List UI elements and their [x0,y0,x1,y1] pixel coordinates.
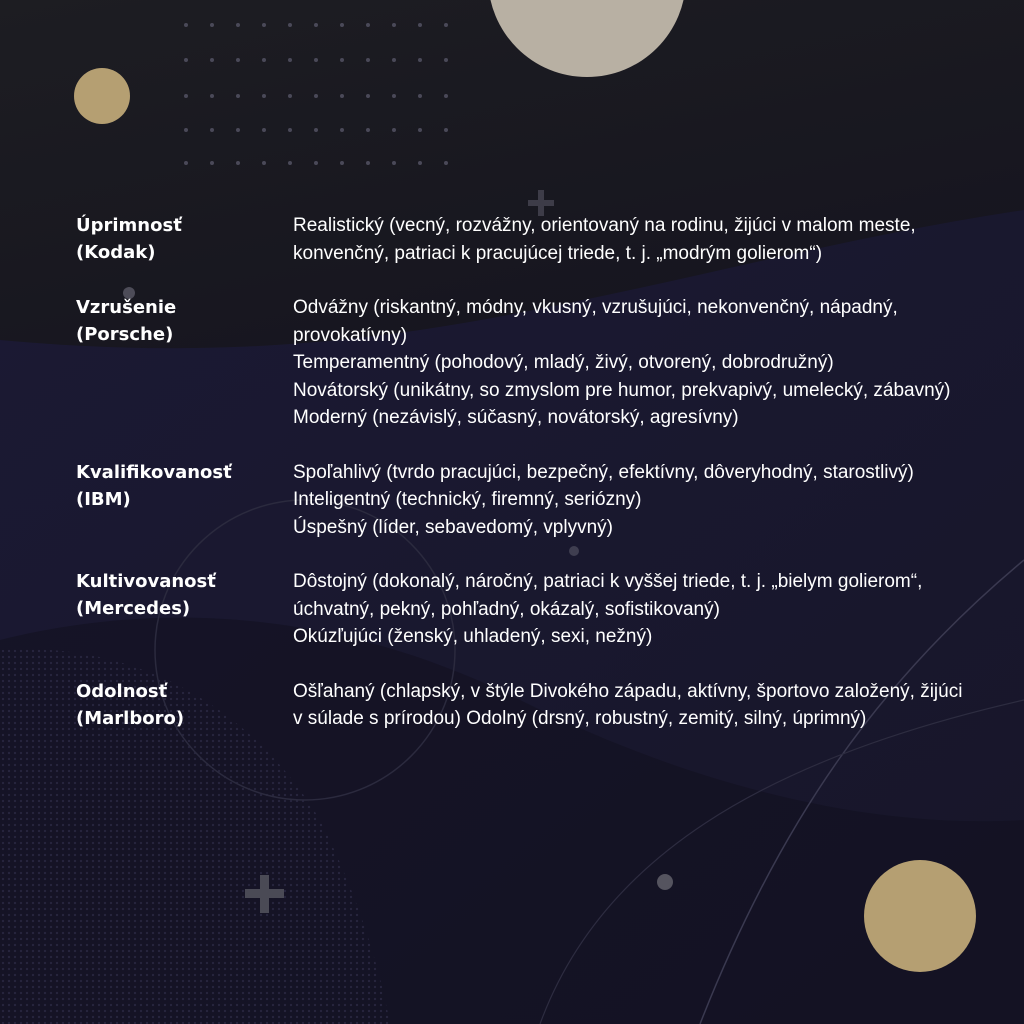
grey-dot [657,874,673,890]
dimension-label [76,459,293,513]
dimension-description [293,459,976,542]
trait-line: Ošľahaný (chlapský, v štýle Divokého západu, aktívny, športovo založený, žijúci v súlade s prírodou) Odolný (drsný, robustný, zemitý, silný, úprimný) [293,680,963,729]
dimension-description [293,678,976,733]
trait-line: Inteligentný (technický, firemný, seriózny) [293,489,642,510]
trait-line: Spoľahlivý (tvrdo pracujúci, bezpečný, efektívny, dôveryhodný, starostlivý) [293,461,914,483]
dimension-brand: (Marlboro) [76,707,185,729]
brand-personality-list [76,212,976,733]
trait-line: Moderný (nezávislý, súčasný, novátorský, agresívny) [293,407,739,428]
dimension-brand: (Porsche) [76,324,174,345]
trait-line: Novátorský (unikátny, so zmyslom pre humor, prekvapivý, umelecký, zábavný) [293,379,951,401]
trait-line: Úspešný (líder, sebavedomý, vplyvný) [293,516,613,538]
dimension-title: Vzrušenie [76,297,177,318]
dimension-description [293,294,976,432]
list-item [76,459,976,542]
list-item [76,294,976,432]
dimension-label [76,678,293,732]
trait-line: Okúzľujúci (ženský, uhladený, sexi, nežný) [293,626,653,647]
dimension-description [293,568,976,651]
dimension-title: Odolnosť [76,680,168,702]
list-item [76,568,976,651]
dimension-title: Kultivovanosť [76,571,216,592]
dimension-label [76,212,293,266]
trait-line: Realistický (vecný, rozvážny, orientovaný na rodinu, žijúci v malom meste, konvenčný, patriaci k pracujúcej triede, t. j. „modrým golierom“) [293,215,916,264]
trait-line: Dôstojný (dokonalý, náročný, patriaci k vyššej triede, t. j. „bielym golierom“, úchvatný, pekný, pohľadný, okázalý, sofistikovaný) [293,571,923,620]
dimension-title: Kvalifikovanosť [76,461,232,483]
trait-line: Odvážny (riskantný, módny, vkusný, vzrušujúci, nekonvenčný, nápadný, provokatívny) [293,297,898,346]
list-item [76,212,976,267]
dimension-title: Úprimnosť [76,215,182,236]
dimension-label [76,294,293,348]
gold-circle-bottom-right [864,860,976,972]
dimension-brand: (Kodak) [76,242,156,263]
list-item [76,678,976,733]
gold-circle-top-left [74,68,130,124]
dimension-brand: (IBM) [76,488,131,510]
dimension-brand: (Mercedes) [76,598,191,619]
dimension-label [76,568,293,622]
trait-line: Temperamentný (pohodový, mladý, živý, otvorený, dobrodružný) [293,352,834,373]
dimension-description [293,212,976,267]
